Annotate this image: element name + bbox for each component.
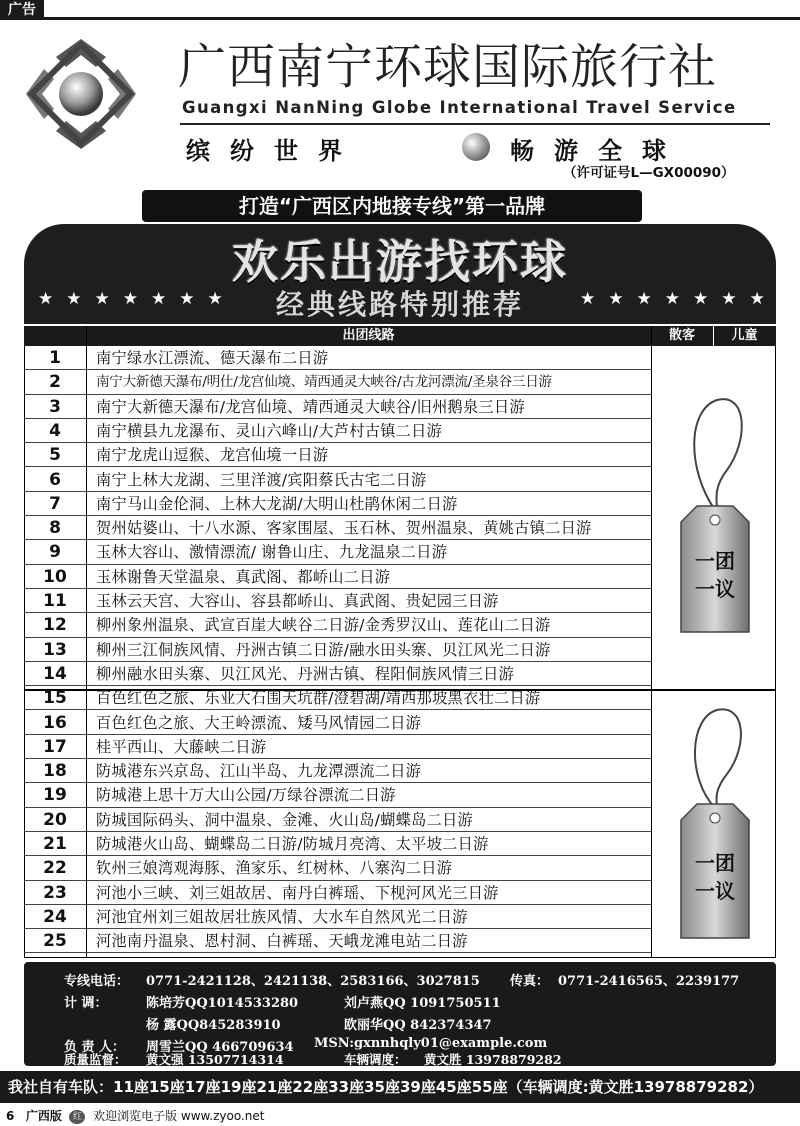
slogan-left: 缤纷世界 bbox=[186, 136, 362, 165]
row-number: 7 bbox=[49, 493, 61, 514]
page-number: 6 bbox=[6, 1109, 15, 1123]
dispatch-contact: 陈培芳QQ1014533280 bbox=[146, 996, 299, 1011]
table-row bbox=[24, 881, 651, 905]
row-number: 8 bbox=[49, 518, 61, 539]
table-row bbox=[24, 613, 651, 637]
row-route: 柳州三江侗族风情、丹洲古镇二日游/融水田头寨、贝江风光二日游 bbox=[96, 640, 551, 659]
quality-label: 质量监督： bbox=[64, 1052, 127, 1067]
page-footer bbox=[6, 1107, 264, 1124]
banner-title: 欢乐出游找环球 bbox=[232, 235, 568, 289]
column-divider bbox=[713, 326, 714, 346]
stars-left: ★★★★★★★ bbox=[38, 289, 236, 309]
table-row bbox=[24, 759, 651, 783]
row-route: 防城港东兴京岛、江山半岛、九龙潭漂流二日游 bbox=[96, 762, 422, 781]
row-route: 贺州姑婆山、十八水源、客家围屋、玉石林、贺州温泉、黄姚古镇二日游 bbox=[96, 519, 592, 538]
row-number: 22 bbox=[43, 858, 67, 879]
price-tag-icon bbox=[677, 698, 753, 948]
edition-label: 广西版 bbox=[25, 1109, 62, 1123]
row-route: 玉林大容山、激情漂流/ 谢鲁山庄、九龙温泉二日游 bbox=[96, 543, 448, 562]
hotline-numbers: 0771-2421128、2421138、2583166、3027815 bbox=[146, 974, 480, 989]
row-route: 柳州融水田头寨、贝江风光、丹洲古镇、程阳侗族风情三日游 bbox=[96, 664, 515, 683]
row-route: 玉林云天宫、大容山、容县都峤山、真武阁、贵妃园三日游 bbox=[96, 592, 499, 610]
dispatch-contact: 刘卢燕QQ 1091750511 bbox=[344, 996, 501, 1011]
contact-panel bbox=[24, 962, 776, 1066]
row-route: 玉林谢鲁天堂温泉、真武阁、都峤山二日游 bbox=[96, 567, 391, 586]
row-route: 钦州三娘湾观海豚、渔家乐、红树林、八寨沟二日游 bbox=[96, 859, 453, 878]
table-row bbox=[24, 929, 651, 953]
table-row bbox=[24, 370, 651, 394]
table-row bbox=[24, 638, 651, 662]
header-child: 儿童 bbox=[731, 328, 758, 343]
table-row bbox=[24, 395, 651, 419]
row-number: 20 bbox=[43, 809, 67, 830]
row-route: 南宁上林大龙湖、三里洋渡/宾阳蔡氏古宅二日游 bbox=[96, 470, 427, 489]
banner-subtitle: 经典线路特别推荐 bbox=[275, 288, 524, 321]
row-route: 河池南丹温泉、恩村洞、白裤瑶、天峨龙滩电站二日游 bbox=[96, 932, 468, 951]
column-divider bbox=[651, 326, 652, 958]
dispatch-contact: 杨 露QQ845283910 bbox=[146, 1018, 281, 1033]
table-row bbox=[24, 662, 651, 686]
row-number: 2 bbox=[49, 372, 61, 393]
manager-contact: 周雪兰QQ 466709634 bbox=[146, 1040, 294, 1055]
row-number: 24 bbox=[43, 906, 67, 927]
top-rule bbox=[44, 17, 800, 20]
row-number: 4 bbox=[49, 420, 61, 441]
slogan-right: 畅游全球 bbox=[510, 136, 686, 165]
table-row bbox=[24, 346, 651, 370]
table-row bbox=[24, 783, 651, 807]
agency-name-en: Guangxi NanNing Globe International Travel Service bbox=[182, 98, 737, 117]
row-number: 12 bbox=[43, 615, 67, 636]
row-route: 柳州象州温泉、武宣百崖大峡谷二日游/金秀罗汉山、莲花山二日游 bbox=[96, 616, 551, 635]
row-number: 10 bbox=[43, 566, 67, 587]
row-route: 防城港火山岛、蝴蝶岛二日游/防城月亮湾、太平坡二日游 bbox=[96, 835, 489, 853]
license-number: （许可证号L—GX00090） bbox=[563, 165, 735, 181]
table-row bbox=[24, 443, 651, 467]
website-note: 欢迎浏览电子版 www.zyoo.net bbox=[93, 1109, 265, 1123]
row-number: 5 bbox=[49, 445, 61, 466]
table-row bbox=[24, 589, 651, 613]
row-number: 15 bbox=[43, 688, 67, 709]
row-route: 百色红色之旅、大王岭漂流、矮马风情园二日游 bbox=[96, 713, 422, 732]
row-route: 防城港上思十万大山公园/万绿谷漂流二日游 bbox=[96, 786, 396, 805]
price-tag-line2: 一议 bbox=[695, 879, 735, 903]
vehicle-label: 车辆调度： bbox=[344, 1052, 407, 1067]
quality-contact: 黄文强 13507714314 bbox=[146, 1052, 284, 1067]
row-route: 南宁绿水江漂流、德天瀑布二日游 bbox=[96, 349, 329, 367]
ad-label: 广告 bbox=[0, 0, 44, 20]
table-row bbox=[24, 492, 651, 516]
table-row bbox=[24, 540, 651, 564]
row-number: 16 bbox=[43, 712, 67, 733]
table-row bbox=[24, 905, 651, 929]
price-tag-line1: 一团 bbox=[695, 851, 735, 875]
table-row bbox=[24, 856, 651, 880]
row-route: 南宁龙虎山逗猴、龙宫仙境一日游 bbox=[96, 446, 329, 465]
table-row bbox=[24, 419, 651, 443]
globe-icon bbox=[462, 133, 490, 161]
dispatch-label: 计 调： bbox=[64, 996, 108, 1011]
row-route: 河池宜州刘三姐故居壮族风情、大水车自然风光二日游 bbox=[96, 907, 468, 926]
table-row bbox=[24, 468, 651, 492]
row-route: 百色红色之旅、乐业大石围天坑群/澄碧湖/靖西那坡黑衣壮二日游 bbox=[96, 689, 541, 708]
row-route: 河池小三峡、刘三姐故居、南丹白裤瑶、下枧河风光三日游 bbox=[96, 883, 499, 902]
fax-label: 传真： bbox=[510, 974, 550, 989]
row-number: 9 bbox=[49, 542, 61, 563]
row-number: 3 bbox=[49, 396, 61, 417]
row-route: 南宁大新德天瀑布/龙宫仙境、靖西通灵大峡谷/旧州鹅泉三日游 bbox=[96, 397, 525, 416]
agency-name-cn: 广西南宁环球国际旅行社 bbox=[178, 39, 718, 95]
row-number: 21 bbox=[43, 834, 67, 854]
edition-icon: 红 bbox=[69, 1110, 85, 1124]
row-number: 18 bbox=[43, 761, 67, 782]
table-row bbox=[24, 735, 651, 759]
row-number: 25 bbox=[43, 931, 67, 952]
manager-label: 负 责 人： bbox=[64, 1040, 126, 1055]
price-tag-line1: 一团 bbox=[695, 549, 735, 573]
table-row bbox=[24, 686, 651, 710]
row-number: 6 bbox=[49, 469, 61, 490]
row-route: 防城国际码头、洞中温泉、金滩、火山岛/蝴蝶岛二日游 bbox=[96, 810, 474, 829]
price-tag-line2: 一议 bbox=[695, 577, 735, 601]
table-row bbox=[24, 832, 651, 856]
dispatch-contact: 欧丽华QQ 842374347 bbox=[344, 1018, 492, 1033]
msn-contact: MSN:gxnnhqly01@example.com bbox=[314, 1036, 548, 1051]
table-row bbox=[24, 516, 651, 540]
row-route: 南宁大新德天瀑布/明仕/龙宫仙境、靖西通灵大峡谷/古龙河漂流/圣泉谷三日游 bbox=[96, 374, 552, 391]
row-route: 桂平西山、大藤峡二日游 bbox=[96, 737, 267, 756]
header-scattered: 散客 bbox=[668, 328, 695, 343]
brand-line: 打造“广西区内地接专线”第一品牌 bbox=[142, 190, 642, 222]
stars-right: ★★★★★★★ bbox=[580, 289, 778, 309]
row-number: 1 bbox=[49, 348, 61, 368]
agency-logo bbox=[22, 35, 140, 153]
row-number: 13 bbox=[43, 639, 67, 660]
fleet-bar: 我社自有车队：11座15座17座19座21座22座33座35座39座45座55座（车辆调度:黄文胜13978879282） bbox=[0, 1071, 800, 1103]
row-number: 14 bbox=[43, 663, 67, 684]
price-tag-icon bbox=[677, 370, 753, 642]
vehicle-contact: 黄文胜 13978879282 bbox=[424, 1052, 562, 1067]
row-route: 南宁马山金伦洞、上林大龙湖/大明山杜鹃休闲二日游 bbox=[96, 494, 458, 513]
fax-numbers: 0771-2416565、2239177 bbox=[558, 974, 740, 989]
row-number: 23 bbox=[43, 882, 67, 903]
table-row bbox=[24, 808, 651, 832]
hotline-label: 专线电话： bbox=[64, 974, 130, 989]
row-route: 南宁横县九龙瀑布、灵山六峰山/大芦村古镇二日游 bbox=[96, 421, 443, 440]
row-number: 11 bbox=[43, 591, 67, 611]
table-row bbox=[24, 565, 651, 589]
table-row bbox=[24, 711, 651, 735]
row-number: 17 bbox=[43, 736, 67, 757]
slogan-divider bbox=[180, 123, 770, 125]
row-number: 19 bbox=[43, 785, 67, 806]
header-route: 出团线路 bbox=[342, 328, 395, 343]
